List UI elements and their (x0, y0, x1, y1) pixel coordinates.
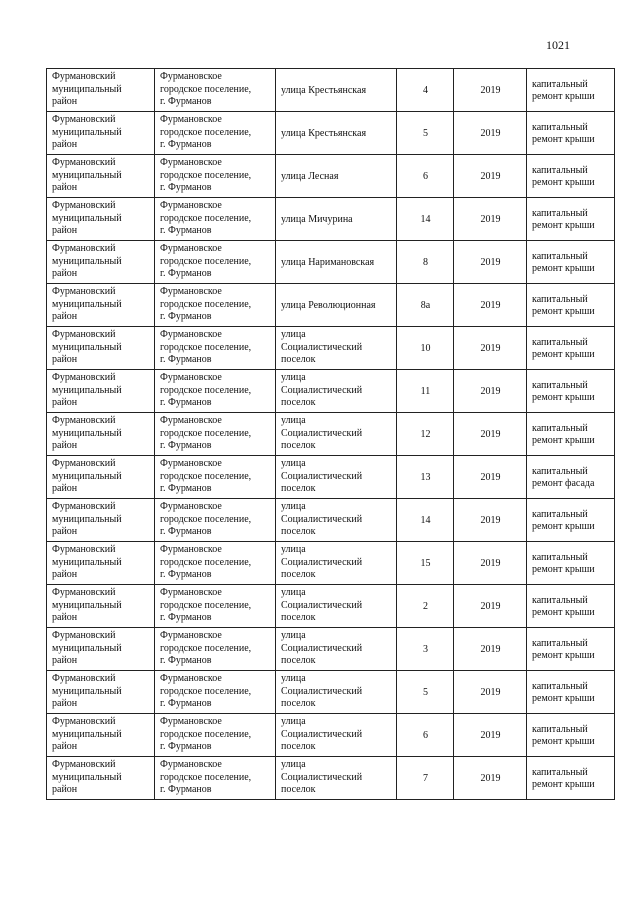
cell-street (276, 327, 397, 370)
cell-district (47, 671, 155, 714)
cell-street-line: Социалистический (281, 599, 363, 611)
cell-settlement (155, 327, 276, 370)
cell-district-line: муниципальный (52, 427, 122, 439)
cell-work-type (527, 456, 615, 499)
cell-work-type-line: ремонт крыши (532, 263, 595, 274)
table-body (47, 69, 615, 800)
cell-district-line: Фурмановский (52, 458, 116, 469)
cell-district-line: Фурмановский (52, 71, 116, 82)
cell-street-line: поселок (281, 698, 316, 709)
cell-district-line: муниципальный (52, 341, 122, 353)
cell-settlement-line: Фурмановское (160, 415, 222, 426)
cell-settlement-line: г. Фурманов (160, 268, 212, 279)
cell-district-line: район (52, 311, 78, 322)
cell-street (276, 628, 397, 671)
cell-district-line: Фурмановский (52, 372, 116, 383)
cell-year: 2019 (454, 155, 527, 198)
cell-district-line: район (52, 225, 78, 236)
cell-settlement-line: городское поселение, (160, 384, 252, 396)
cell-district-line: район (52, 440, 78, 451)
cell-street-line: Социалистический (281, 556, 363, 568)
cell-work-type-line: капитальный (532, 594, 588, 606)
cell-street (276, 757, 397, 800)
cell-district-line: муниципальный (52, 685, 122, 697)
cell-work-type-line: ремонт крыши (532, 521, 595, 532)
cell-street-line: улица (281, 630, 306, 641)
page-number: 1021 (546, 38, 570, 52)
cell-settlement-line: г. Фурманов (160, 311, 212, 322)
cell-work-type-line: капитальный (532, 508, 588, 520)
cell-street-line: улица (281, 587, 306, 598)
cell-work-type-line: ремонт крыши (532, 220, 595, 231)
cell-street-line: Социалистический (281, 427, 363, 439)
cell-street-line: улица (281, 329, 306, 340)
cell-settlement-line: Фурмановское (160, 71, 222, 82)
cell-work-type-line: капитальный (532, 551, 588, 563)
cell-settlement-line: г. Фурманов (160, 139, 212, 150)
cell-settlement (155, 714, 276, 757)
cell-district-line: район (52, 139, 78, 150)
cell-settlement-line: Фурмановское (160, 372, 222, 383)
cell-settlement (155, 241, 276, 284)
table-row (47, 284, 615, 327)
cell-settlement-line: городское поселение, (160, 341, 252, 353)
table-row (47, 499, 615, 542)
cell-district (47, 370, 155, 413)
cell-year: 2019 (454, 241, 527, 284)
cell-street (276, 284, 397, 327)
table-row (47, 671, 615, 714)
cell-district (47, 327, 155, 370)
cell-street (276, 198, 397, 241)
cell-street-line: улица (281, 372, 306, 383)
cell-district-line: Фурмановский (52, 243, 116, 254)
cell-house-number: 7 (397, 757, 454, 800)
cell-district-line: муниципальный (52, 728, 122, 740)
cell-year: 2019 (454, 456, 527, 499)
cell-district-line: район (52, 655, 78, 666)
cell-house-number: 6 (397, 155, 454, 198)
table-row (47, 69, 615, 112)
cell-work-type (527, 542, 615, 585)
cell-settlement-line: городское поселение, (160, 685, 252, 697)
cell-settlement-line: г. Фурманов (160, 784, 212, 795)
table-row (47, 198, 615, 241)
cell-settlement-line: Фурмановское (160, 286, 222, 297)
cell-year: 2019 (454, 757, 527, 800)
cell-settlement (155, 499, 276, 542)
table-row (47, 241, 615, 284)
cell-year: 2019 (454, 671, 527, 714)
cell-settlement (155, 628, 276, 671)
cell-work-type (527, 241, 615, 284)
cell-house-number: 11 (397, 370, 454, 413)
cell-year: 2019 (454, 370, 527, 413)
cell-work-type-line: капитальный (532, 422, 588, 434)
cell-settlement-line: городское поселение, (160, 599, 252, 611)
cell-house-number: 12 (397, 413, 454, 456)
cell-settlement-line: г. Фурманов (160, 655, 212, 666)
cell-street (276, 370, 397, 413)
cell-work-type-line: ремонт крыши (532, 91, 595, 102)
cell-district-line: муниципальный (52, 513, 122, 525)
cell-work-type (527, 327, 615, 370)
cell-district (47, 413, 155, 456)
cell-settlement-line: г. Фурманов (160, 741, 212, 752)
cell-district-line: Фурмановский (52, 286, 116, 297)
cell-district-line: муниципальный (52, 298, 122, 310)
cell-street-line: улица (281, 544, 306, 555)
cell-work-type-line: ремонт крыши (532, 134, 595, 145)
cell-house-number: 8а (397, 284, 454, 327)
cell-street-line: улица Революционная (281, 299, 376, 311)
cell-settlement-line: г. Фурманов (160, 483, 212, 494)
cell-settlement (155, 542, 276, 585)
cell-street-line: поселок (281, 526, 316, 537)
cell-settlement-line: Фурмановское (160, 157, 222, 168)
cell-year: 2019 (454, 542, 527, 585)
cell-settlement-line: Фурмановское (160, 501, 222, 512)
cell-district-line: Фурмановский (52, 200, 116, 211)
cell-work-type-line: капитальный (532, 164, 588, 176)
cell-street-line: улица (281, 458, 306, 469)
cell-settlement-line: г. Фурманов (160, 440, 212, 451)
cell-street (276, 542, 397, 585)
cell-district (47, 628, 155, 671)
cell-district-line: Фурмановский (52, 544, 116, 555)
cell-district-line: район (52, 483, 78, 494)
cell-district-line: муниципальный (52, 255, 122, 267)
cell-year: 2019 (454, 327, 527, 370)
cell-work-type-line: капитальный (532, 680, 588, 692)
cell-settlement (155, 585, 276, 628)
cell-work-type-line: ремонт крыши (532, 435, 595, 446)
cell-house-number: 14 (397, 499, 454, 542)
cell-street-line: поселок (281, 784, 316, 795)
cell-year: 2019 (454, 413, 527, 456)
cell-district-line: муниципальный (52, 384, 122, 396)
table-row (47, 542, 615, 585)
cell-work-type-line: ремонт крыши (532, 306, 595, 317)
table-row (47, 757, 615, 800)
cell-district-line: Фурмановский (52, 673, 116, 684)
cell-district-line: район (52, 268, 78, 279)
cell-work-type-line: ремонт крыши (532, 736, 595, 747)
cell-work-type-line: капитальный (532, 336, 588, 348)
cell-district (47, 112, 155, 155)
cell-district-line: район (52, 612, 78, 623)
cell-district-line: Фурмановский (52, 759, 116, 770)
cell-settlement-line: городское поселение, (160, 470, 252, 482)
cell-year: 2019 (454, 284, 527, 327)
cell-street (276, 155, 397, 198)
cell-district-line: Фурмановский (52, 630, 116, 641)
cell-work-type-line: капитальный (532, 78, 588, 90)
cell-district-line: район (52, 397, 78, 408)
cell-district-line: Фурмановский (52, 157, 116, 168)
cell-house-number: 2 (397, 585, 454, 628)
cell-work-type-line: ремонт крыши (532, 607, 595, 618)
cell-street-line: поселок (281, 655, 316, 666)
cell-street (276, 112, 397, 155)
cell-district (47, 585, 155, 628)
cell-street-line: улица Мичурина (281, 213, 353, 225)
cell-work-type-line: капитальный (532, 121, 588, 133)
cell-settlement-line: Фурмановское (160, 759, 222, 770)
cell-district-line: муниципальный (52, 771, 122, 783)
cell-settlement-line: г. Фурманов (160, 96, 212, 107)
cell-district-line: Фурмановский (52, 716, 116, 727)
cell-settlement-line: г. Фурманов (160, 182, 212, 193)
table-row (47, 628, 615, 671)
cell-street-line: улица Наримановская (281, 256, 375, 268)
cell-work-type-line: ремонт крыши (532, 650, 595, 661)
cell-settlement-line: г. Фурманов (160, 354, 212, 365)
cell-work-type-line: ремонт фасада (532, 478, 595, 489)
cell-work-type (527, 370, 615, 413)
cell-settlement-line: городское поселение, (160, 83, 252, 95)
cell-district-line: район (52, 182, 78, 193)
cell-district-line: Фурмановский (52, 501, 116, 512)
cell-settlement-line: г. Фурманов (160, 612, 212, 623)
cell-work-type-line: ремонт крыши (532, 693, 595, 704)
table-row (47, 370, 615, 413)
cell-street-line: Социалистический (281, 685, 363, 697)
cell-settlement-line: Фурмановское (160, 544, 222, 555)
cell-district-line: Фурмановский (52, 415, 116, 426)
cell-district-line: район (52, 569, 78, 580)
cell-district-line: Фурмановский (52, 587, 116, 598)
cell-house-number: 5 (397, 112, 454, 155)
cell-street-line: улица Крестьянская (281, 84, 367, 96)
cell-settlement-line: г. Фурманов (160, 225, 212, 236)
cell-year: 2019 (454, 714, 527, 757)
table-row (47, 155, 615, 198)
cell-district-line: муниципальный (52, 599, 122, 611)
cell-house-number: 3 (397, 628, 454, 671)
cell-settlement (155, 757, 276, 800)
cell-work-type (527, 499, 615, 542)
cell-district-line: муниципальный (52, 83, 122, 95)
cell-work-type-line: капитальный (532, 766, 588, 778)
cell-house-number: 14 (397, 198, 454, 241)
cell-district-line: муниципальный (52, 470, 122, 482)
cell-street (276, 69, 397, 112)
cell-street-line: улица (281, 501, 306, 512)
cell-street-line: Социалистический (281, 341, 363, 353)
cell-district-line: Фурмановский (52, 114, 116, 125)
cell-work-type (527, 585, 615, 628)
cell-street-line: поселок (281, 569, 316, 580)
table-row (47, 112, 615, 155)
cell-work-type-line: ремонт крыши (532, 177, 595, 188)
cell-district-line: муниципальный (52, 212, 122, 224)
cell-work-type-line: ремонт крыши (532, 564, 595, 575)
cell-settlement-line: г. Фурманов (160, 526, 212, 537)
cell-settlement (155, 112, 276, 155)
cell-settlement (155, 413, 276, 456)
cell-settlement (155, 456, 276, 499)
cell-year: 2019 (454, 628, 527, 671)
cell-house-number: 13 (397, 456, 454, 499)
cell-settlement-line: г. Фурманов (160, 698, 212, 709)
cell-district (47, 456, 155, 499)
cell-district-line: район (52, 96, 78, 107)
cell-settlement-line: городское поселение, (160, 642, 252, 654)
cell-street-line: Социалистический (281, 728, 363, 740)
cell-settlement (155, 370, 276, 413)
cell-district-line: район (52, 784, 78, 795)
cell-street-line: поселок (281, 741, 316, 752)
cell-settlement-line: Фурмановское (160, 458, 222, 469)
cell-work-type (527, 628, 615, 671)
cell-street (276, 241, 397, 284)
cell-street (276, 714, 397, 757)
cell-settlement-line: Фурмановское (160, 243, 222, 254)
cell-district (47, 198, 155, 241)
cell-work-type-line: ремонт крыши (532, 349, 595, 360)
cell-settlement (155, 155, 276, 198)
cell-work-type (527, 198, 615, 241)
cell-work-type (527, 413, 615, 456)
cell-district-line: Фурмановский (52, 329, 116, 340)
cell-settlement-line: Фурмановское (160, 329, 222, 340)
cell-street-line: улица (281, 673, 306, 684)
cell-street-line: поселок (281, 354, 316, 365)
cell-settlement-line: городское поселение, (160, 169, 252, 181)
cell-district (47, 155, 155, 198)
cell-district-line: район (52, 741, 78, 752)
cell-street-line: улица (281, 759, 306, 770)
cell-street-line: Социалистический (281, 470, 363, 482)
cell-district (47, 499, 155, 542)
cell-settlement (155, 671, 276, 714)
cell-work-type-line: капитальный (532, 465, 588, 477)
cell-year: 2019 (454, 69, 527, 112)
cell-work-type (527, 714, 615, 757)
cell-house-number: 6 (397, 714, 454, 757)
cell-work-type-line: ремонт крыши (532, 779, 595, 790)
cell-settlement (155, 284, 276, 327)
cell-district (47, 542, 155, 585)
cell-district-line: муниципальный (52, 642, 122, 654)
cell-street-line: поселок (281, 612, 316, 623)
cell-district-line: район (52, 354, 78, 365)
cell-work-type-line: капитальный (532, 637, 588, 649)
repair-schedule-table (46, 68, 615, 800)
cell-settlement-line: городское поселение, (160, 255, 252, 267)
cell-street-line: улица (281, 716, 306, 727)
cell-settlement-line: г. Фурманов (160, 397, 212, 408)
cell-street (276, 585, 397, 628)
cell-district (47, 69, 155, 112)
cell-district (47, 757, 155, 800)
cell-settlement-line: городское поселение, (160, 556, 252, 568)
cell-house-number: 4 (397, 69, 454, 112)
cell-work-type (527, 284, 615, 327)
cell-district-line: муниципальный (52, 556, 122, 568)
cell-house-number: 10 (397, 327, 454, 370)
cell-settlement-line: г. Фурманов (160, 569, 212, 580)
cell-settlement-line: Фурмановское (160, 587, 222, 598)
cell-settlement-line: Фурмановское (160, 716, 222, 727)
cell-work-type-line: капитальный (532, 250, 588, 262)
cell-street-line: Социалистический (281, 513, 363, 525)
table-row (47, 327, 615, 370)
cell-settlement (155, 69, 276, 112)
cell-year: 2019 (454, 585, 527, 628)
cell-year: 2019 (454, 499, 527, 542)
cell-settlement-line: городское поселение, (160, 513, 252, 525)
cell-house-number: 5 (397, 671, 454, 714)
table-row (47, 714, 615, 757)
cell-year: 2019 (454, 198, 527, 241)
table-row (47, 456, 615, 499)
cell-street-line: Социалистический (281, 384, 363, 396)
cell-settlement (155, 198, 276, 241)
cell-settlement-line: Фурмановское (160, 630, 222, 641)
cell-street-line: улица Лесная (281, 170, 339, 182)
cell-settlement-line: городское поселение, (160, 728, 252, 740)
cell-street (276, 413, 397, 456)
cell-work-type (527, 69, 615, 112)
cell-street (276, 499, 397, 542)
cell-district-line: муниципальный (52, 126, 122, 138)
cell-street-line: Социалистический (281, 642, 363, 654)
cell-work-type-line: капитальный (532, 207, 588, 219)
cell-work-type-line: капитальный (532, 379, 588, 391)
cell-work-type (527, 112, 615, 155)
cell-street (276, 456, 397, 499)
cell-settlement-line: городское поселение, (160, 212, 252, 224)
cell-work-type (527, 671, 615, 714)
cell-district (47, 284, 155, 327)
cell-settlement-line: Фурмановское (160, 673, 222, 684)
cell-house-number: 15 (397, 542, 454, 585)
cell-district (47, 241, 155, 284)
cell-year: 2019 (454, 112, 527, 155)
cell-street-line: поселок (281, 440, 316, 451)
table-row (47, 413, 615, 456)
cell-settlement-line: Фурмановское (160, 200, 222, 211)
cell-street-line: поселок (281, 483, 316, 494)
cell-settlement-line: Фурмановское (160, 114, 222, 125)
cell-house-number: 8 (397, 241, 454, 284)
cell-work-type-line: капитальный (532, 723, 588, 735)
cell-work-type (527, 155, 615, 198)
cell-street-line: Социалистический (281, 771, 363, 783)
cell-work-type-line: капитальный (532, 293, 588, 305)
cell-district-line: район (52, 698, 78, 709)
cell-work-type-line: ремонт крыши (532, 392, 595, 403)
cell-district (47, 714, 155, 757)
cell-settlement-line: городское поселение, (160, 298, 252, 310)
cell-settlement-line: городское поселение, (160, 427, 252, 439)
cell-street-line: поселок (281, 397, 316, 408)
cell-district-line: муниципальный (52, 169, 122, 181)
cell-work-type (527, 757, 615, 800)
cell-street (276, 671, 397, 714)
cell-settlement-line: городское поселение, (160, 771, 252, 783)
cell-street-line: улица (281, 415, 306, 426)
cell-street-line: улица Крестьянская (281, 127, 367, 139)
cell-settlement-line: городское поселение, (160, 126, 252, 138)
table-row (47, 585, 615, 628)
cell-district-line: район (52, 526, 78, 537)
